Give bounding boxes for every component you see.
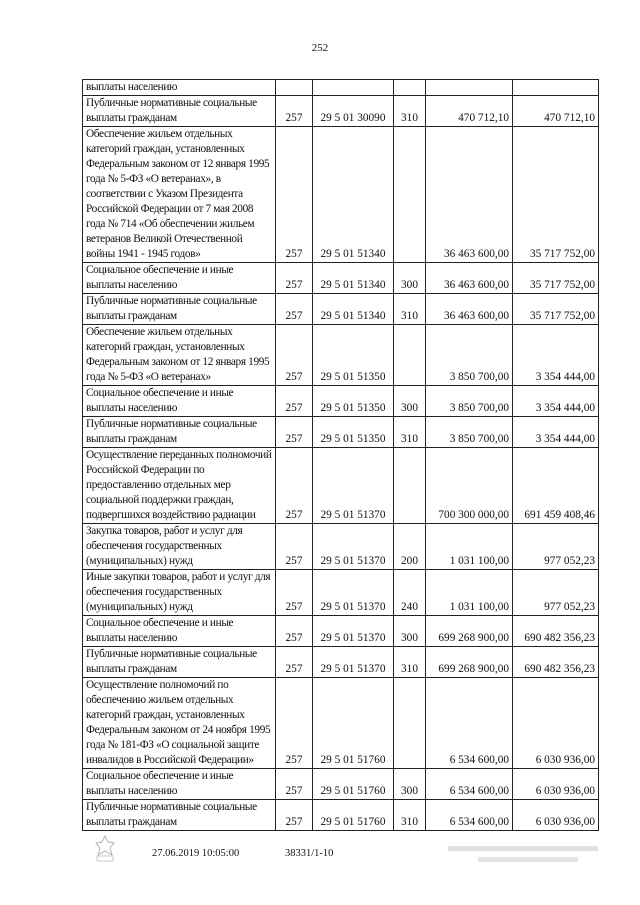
row-csr: 29 5 01 51370 [313, 524, 394, 570]
row-exec: 35 717 752,00 [513, 294, 599, 325]
row-name: Обеспечение жильем отдельных категорий граждан, установленных Федеральным законом от 12 января 1995 года № 5-ФЗ «О ветеранах» [83, 325, 276, 386]
row-csr: 29 5 01 51340 [313, 263, 394, 294]
page-number: 252 [311, 42, 329, 54]
row-plan: 3 850 700,00 [426, 417, 513, 448]
row-exec: 3 354 444,00 [513, 325, 599, 386]
row-exec: 690 482 356,23 [513, 647, 599, 678]
row-name: Социальное обеспечение и иные выплаты населению [83, 769, 276, 800]
row-csr: 29 5 01 51350 [313, 325, 394, 386]
row-csr: 29 5 01 51350 [313, 417, 394, 448]
row-code [276, 80, 313, 96]
table-row [83, 80, 599, 96]
row-vr: 310 [394, 647, 426, 678]
row-exec: 3 354 444,00 [513, 417, 599, 448]
table-row [83, 647, 599, 678]
row-vr [394, 678, 426, 769]
row-name: Публичные нормативные социальные выплаты гражданам [83, 294, 276, 325]
row-name: Публичные нормативные социальные выплаты гражданам [83, 800, 276, 831]
row-vr: 300 [394, 263, 426, 294]
row-exec: 3 354 444,00 [513, 386, 599, 417]
row-name: Закупка товаров, работ и услуг для обеспечения государственных (муниципальных) нужд [83, 524, 276, 570]
row-plan: 699 268 900,00 [426, 647, 513, 678]
row-plan: 6 534 600,00 [426, 800, 513, 831]
row-name: Социальное обеспечение и иные выплаты населению [83, 616, 276, 647]
table-row [83, 386, 599, 417]
row-code: 257 [276, 127, 313, 263]
row-vr: 310 [394, 417, 426, 448]
row-vr: 310 [394, 800, 426, 831]
row-exec: 35 717 752,00 [513, 263, 599, 294]
row-name: Социальное обеспечение и иные выплаты населению [83, 386, 276, 417]
footer-doc-number: 38331/1-10 [285, 848, 334, 859]
row-code: 257 [276, 386, 313, 417]
row-plan: 699 268 900,00 [426, 616, 513, 647]
table-row [83, 417, 599, 448]
row-exec: 6 030 936,00 [513, 769, 599, 800]
row-code: 257 [276, 616, 313, 647]
row-code: 257 [276, 800, 313, 831]
row-name: Публичные нормативные социальные выплаты гражданам [83, 647, 276, 678]
row-code: 257 [276, 678, 313, 769]
table-row [83, 524, 599, 570]
row-vr [394, 80, 426, 96]
row-csr: 29 5 01 51370 [313, 647, 394, 678]
row-code: 257 [276, 570, 313, 616]
row-vr: 240 [394, 570, 426, 616]
table-row [83, 294, 599, 325]
row-csr: 29 5 01 51340 [313, 294, 394, 325]
row-exec: 691 459 408,46 [513, 448, 599, 524]
row-name: Иные закупки товаров, работ и услуг для обеспечения государственных (муниципальных) нужд [83, 570, 276, 616]
row-exec: 6 030 936,00 [513, 800, 599, 831]
row-name: Социальное обеспечение и иные выплаты населению [83, 263, 276, 294]
row-exec: 690 482 356,23 [513, 616, 599, 647]
row-csr: 29 5 01 51370 [313, 616, 394, 647]
row-vr [394, 448, 426, 524]
row-plan [426, 80, 513, 96]
table-row [83, 616, 599, 647]
row-exec: 977 052,23 [513, 524, 599, 570]
table-row [83, 96, 599, 127]
row-vr: 310 [394, 96, 426, 127]
row-plan: 6 534 600,00 [426, 678, 513, 769]
row-vr: 300 [394, 386, 426, 417]
row-vr [394, 127, 426, 263]
row-csr: 29 5 01 51760 [313, 769, 394, 800]
row-name: Публичные нормативные социальные выплаты гражданам [83, 417, 276, 448]
row-code: 257 [276, 96, 313, 127]
footer-datetime: 27.06.2019 10:05:00 [152, 848, 240, 859]
row-plan: 1 031 100,00 [426, 570, 513, 616]
table-row [83, 448, 599, 524]
table-row [83, 678, 599, 769]
row-exec: 35 717 752,00 [513, 127, 599, 263]
budget-table [82, 79, 599, 831]
emblem-icon [92, 834, 118, 864]
table-row [83, 769, 599, 800]
row-code: 257 [276, 294, 313, 325]
row-name: Публичные нормативные социальные выплаты гражданам [83, 96, 276, 127]
row-exec [513, 80, 599, 96]
row-csr: 29 5 01 30090 [313, 96, 394, 127]
row-csr: 29 5 01 51370 [313, 448, 394, 524]
row-exec: 977 052,23 [513, 570, 599, 616]
row-name: Обеспечение жильем отдельных категорий граждан, установленных Федеральным законом от 12 января 1995 года № 5-ФЗ «О ветеранах», в соответствии с Указом Президента Российской Федерации от 7 мая 2008 года № 714 «Об обеспечении жильем ветеранов Великой Отечественной войны 1941 - 1945 годов» [83, 127, 276, 263]
document-mark-icon [448, 842, 598, 868]
table-row [83, 263, 599, 294]
row-vr: 300 [394, 769, 426, 800]
row-exec: 6 030 936,00 [513, 678, 599, 769]
row-plan: 6 534 600,00 [426, 769, 513, 800]
row-name: выплаты населению [83, 80, 276, 96]
row-code: 257 [276, 263, 313, 294]
table-row [83, 325, 599, 386]
row-csr: 29 5 01 51760 [313, 800, 394, 831]
row-plan: 700 300 000,00 [426, 448, 513, 524]
row-code: 257 [276, 448, 313, 524]
row-exec: 470 712,10 [513, 96, 599, 127]
row-name: Осуществление переданных полномочий Российской Федерации по предоставлению отдельных мер социальной поддержки граждан, подвергшихся воздействию радиации [83, 448, 276, 524]
row-name: Осуществление полномочий по обеспечению жильем отдельных категорий граждан, установленных Федеральным законом от 24 ноября 1995 года № 181-ФЗ «О социальной защите инвалидов в Российской Федерации» [83, 678, 276, 769]
row-vr: 200 [394, 524, 426, 570]
row-vr: 300 [394, 616, 426, 647]
row-code: 257 [276, 524, 313, 570]
row-code: 257 [276, 325, 313, 386]
row-csr: 29 5 01 51760 [313, 678, 394, 769]
row-vr [394, 325, 426, 386]
row-plan: 3 850 700,00 [426, 325, 513, 386]
row-plan: 36 463 600,00 [426, 263, 513, 294]
row-plan: 36 463 600,00 [426, 127, 513, 263]
table-row [83, 800, 599, 831]
row-plan: 3 850 700,00 [426, 386, 513, 417]
row-plan: 470 712,10 [426, 96, 513, 127]
row-csr: 29 5 01 51370 [313, 570, 394, 616]
row-csr: 29 5 01 51350 [313, 386, 394, 417]
row-csr [313, 80, 394, 96]
row-plan: 1 031 100,00 [426, 524, 513, 570]
row-code: 257 [276, 769, 313, 800]
row-code: 257 [276, 647, 313, 678]
table-row [83, 570, 599, 616]
row-vr: 310 [394, 294, 426, 325]
row-plan: 36 463 600,00 [426, 294, 513, 325]
table-row [83, 127, 599, 263]
row-code: 257 [276, 417, 313, 448]
row-csr: 29 5 01 51340 [313, 127, 394, 263]
